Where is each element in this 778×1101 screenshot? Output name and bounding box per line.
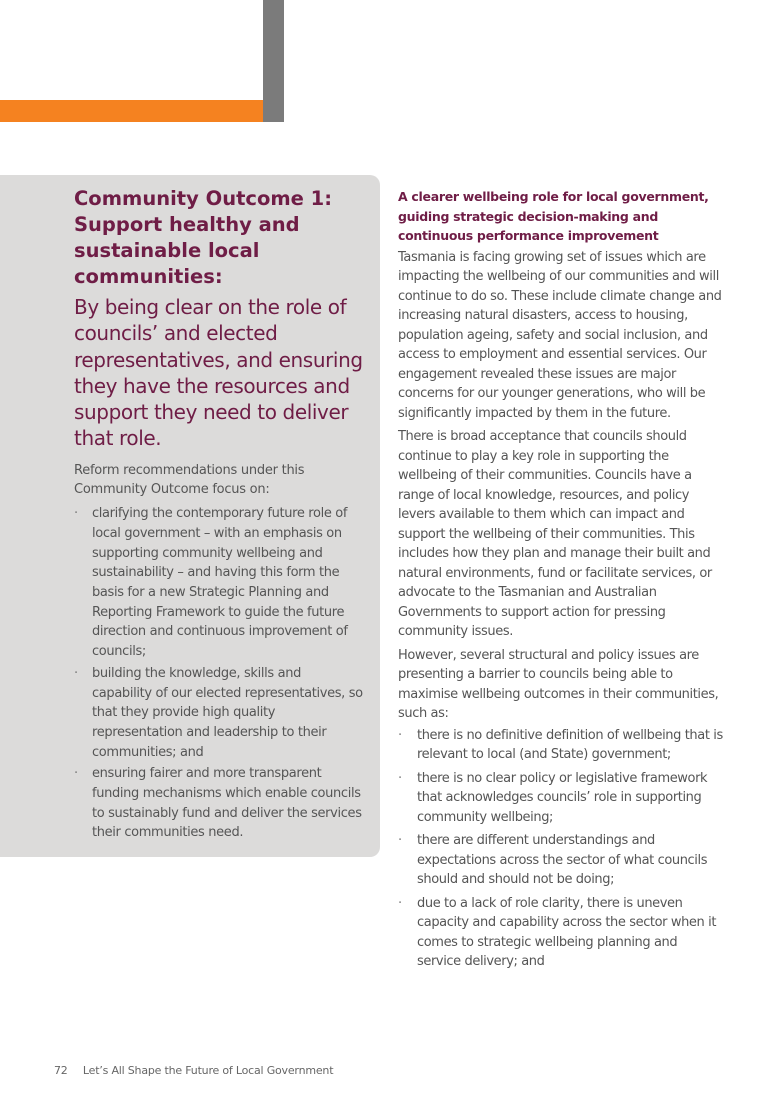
body-paragraph: Tasmania is facing growing set of issues which are impacting the wellbeing of our communities and will continue to do so. These include climate change and increasing natural disasters, access to housing, population ageing, safety and social inclusion, and access to employment and essential services. Our engagement revealed these issues are major concerns for our younger generations, who will be significantly impacted by them in the future. [398,249,722,421]
issues-list-item: · due to a lack of role clarity, there is uneven capacity and capability across the sector when it comes to strategic wellbeing planning and service delivery; and [398,894,724,972]
reform-list [74,504,364,843]
reform-list-item: · clarifying the contemporary future role of local government – with an emphasis on supporting community wellbeing and sustainability – and having this form the basis for a new Strategic Planning and Reporting Framework to guide the future direction and continuous improvement of councils; [74,504,364,662]
page-number: 72 [54,1064,68,1077]
outcome-title: Community Outcome 1: Support healthy and sustainable local communities: [74,187,333,288]
wellbeing-section [398,187,724,976]
issues-list [398,726,724,972]
body-paragraph: There is broad acceptance that councils should continue to play a key role in supporting the wellbeing of their communities. Councils have a range of local knowledge, resources, and policy levers available to them which can impact and support the wellbeing of their communities. This includes how they plan and manage their built and natural environments, fund or facilitate services, or advocate to the Tasmanian and Australian Governments to support action for pressing community issues. [398,429,712,639]
page-footer [54,1064,333,1077]
outcome-subtitle: By being clear on the role of councils’ and elected representatives, and ensuring they have the resources and support they need to deliver that role. [74,295,363,451]
reform-intro: Reform recommendations under this Community Outcome focus on: [74,462,305,498]
issues-list-item: · there is no clear policy or legislative framework that acknowledges councils’ role in supporting community wellbeing; [398,769,724,828]
section-heading: A clearer wellbeing role for local government, guiding strategic decision-making and continuous performance improvement [398,189,709,243]
orange-accent-bar [0,100,263,122]
document-title: Let’s All Shape the Future of Local Government [82,1064,334,1077]
grey-accent-bar [263,0,284,122]
reform-list-item: · building the knowledge, skills and capability of our elected representatives, so that they provide high quality representation and leadership to their communities; and [74,664,364,763]
issues-list-item: · there is no definitive definition of wellbeing that is relevant to local (and State) government; [398,726,724,765]
reform-list-item: · ensuring fairer and more transparent funding mechanisms which enable councils to sustainably fund and deliver the services their communities need. [74,764,364,843]
outcome-panel [0,175,380,857]
body-paragraph: However, several structural and policy issues are presenting a barrier to councils being able to maximise wellbeing outcomes in their communities, such as: [398,647,719,721]
issues-list-item: · there are different understandings and expectations across the sector of what councils should and should not be doing; [398,831,724,890]
outcome-panel-content [74,186,364,845]
